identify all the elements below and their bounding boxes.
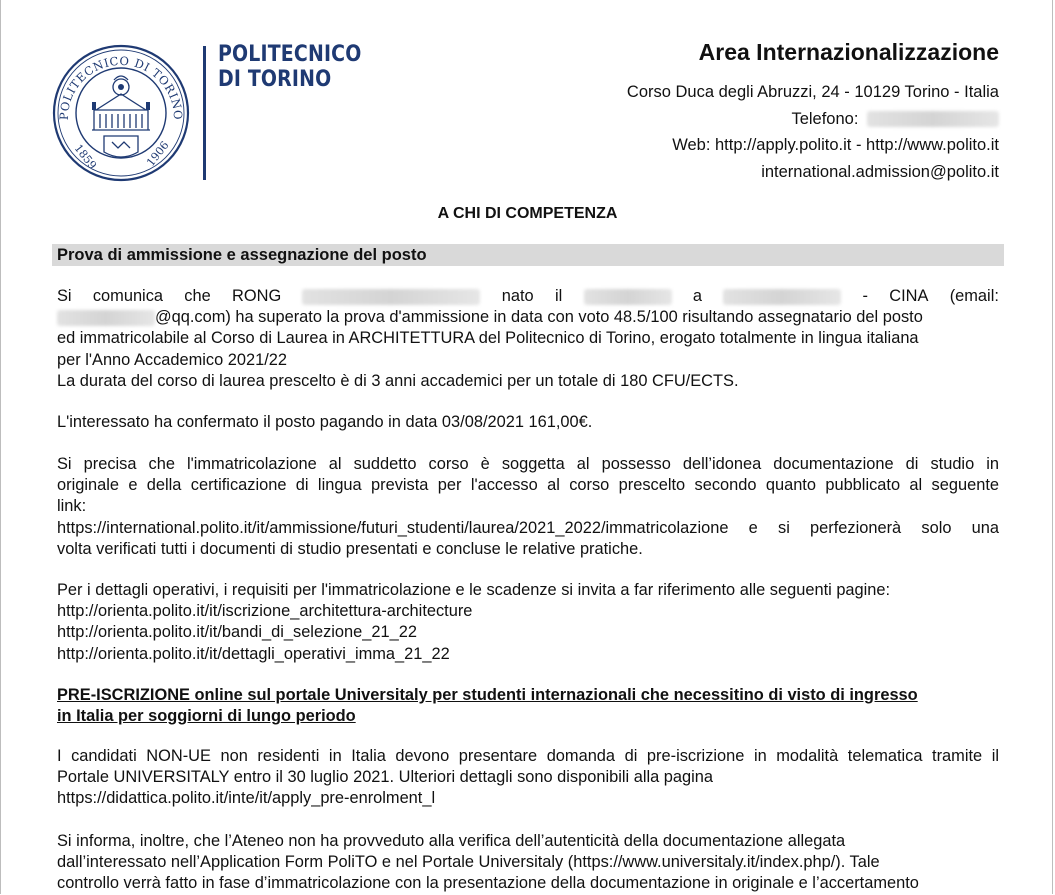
p1-line2: @qq.com) ha superato la prova d'ammissione in data con voto 48.5/100 risultando assegnatario del posto	[57, 307, 999, 328]
p5-line1: I candidati NON-UE non residenti in Italia devono presentare domanda di pre-iscrizione in modalità telematica tramite il	[57, 747, 999, 765]
p2-line1: L'interessato ha confermato il posto pagando in data 03/08/2021 161,00€.	[57, 413, 593, 431]
p5-line2: Portale UNIVERSITALY entro il 30 luglio 2021. Ulteriori dettagli sono disponibili alla pagina	[57, 768, 713, 787]
link-pre-enrolment[interactable]: https://didattica.polito.it/inte/it/apply_pre-enrolment_l	[57, 789, 436, 808]
svg-text:1859: 1859	[71, 141, 100, 172]
phone-label: Telefono:	[791, 109, 859, 128]
section-header-preenrolment	[57, 685, 999, 727]
redacted-phone	[867, 111, 999, 127]
office-address: Corso Duca degli Abruzzi, 24 - 10129 Torino - Italia	[626, 83, 999, 101]
link-bandi[interactable]: http://orienta.polito.it/it/bandi_di_selezione_21_22	[57, 623, 417, 642]
p6-line1: Si informa, inoltre, che l’Ateneo non ha provveduto alla verifica dell’autenticità della documentazione allegata	[57, 832, 846, 850]
paragraph-admission	[57, 286, 999, 392]
redacted-birthdate	[584, 289, 672, 305]
paragraph-preenrolment	[57, 746, 999, 810]
document-heading: A CHI DI COMPETENZA	[437, 205, 618, 222]
university-seal-logo	[52, 44, 190, 182]
office-email: international.admission@polito.it	[761, 162, 999, 181]
p1-line1: Si comunica che RONG nato il a - CINA (email:	[57, 287, 999, 305]
p3-line5: volta verificati tutti i documenti di studio presentati e concluse le relative pratiche.	[57, 539, 643, 558]
p3-line4: https://international.polito.it/it/ammissione/futuri_studenti/laurea/2021_2022/immatricolazione e si perfezionerà solo una	[57, 518, 999, 537]
university-wordmark	[218, 42, 361, 92]
paragraph-operational-links	[57, 580, 999, 665]
redacted-name	[302, 289, 480, 305]
p1-line4: per l'Anno Accademico 2021/22	[57, 350, 288, 369]
p3-line3: link:	[57, 497, 87, 516]
section2-title-line2: in Italia per soggiorni di lungo periodo	[57, 707, 356, 726]
paragraph-verification	[57, 831, 999, 895]
redacted-birthplace	[723, 289, 841, 305]
link-iscrizione[interactable]: http://orienta.polito.it/it/iscrizione_architettura-architecture	[57, 602, 473, 621]
p4-intro: Per i dettagli operativi, i requisiti per l'immatricolazione e le scadenze si invita a far riferimento alle seguenti pagine:	[57, 581, 891, 599]
p3-line2: originale e della certificazione di lingua prevista per l'accesso al corso prescelto secondo quanto pubblicato al seguente	[57, 476, 999, 495]
section2-title-line1: PRE-ISCRIZIONE online sul portale Universitaly per studenti internazionali che necessitino di visto di ingresso	[57, 686, 918, 704]
section-header-admission	[52, 244, 1004, 266]
office-contact-block	[627, 36, 999, 185]
svg-text:POLITECNICO DI TORINO: POLITECNICO DI TORINO	[56, 53, 186, 121]
brand-divider	[203, 46, 206, 180]
wordmark-line1: POLITECNICO	[218, 42, 362, 67]
paragraph-requirements	[57, 454, 999, 560]
office-title: Area Internazionalizzazione	[698, 39, 999, 65]
p1-line5: La durata del corso di laurea prescelto è di 3 anni accademici per un totale di 180 CFU/ECTS.	[57, 371, 739, 390]
section-title: Prova di ammissione e assegnazione del posto	[57, 246, 427, 264]
redacted-email	[57, 310, 155, 326]
p3-line1: Si precisa che l'immatricolazione al suddetto corso è soggetta al possesso dell’idonea documentazione di studio in	[57, 455, 999, 473]
office-web: Web: http://apply.polito.it - http://www.polito.it	[672, 136, 999, 154]
link-dettagli[interactable]: http://orienta.polito.it/it/dettagli_operativi_imma_21_22	[57, 644, 450, 663]
p1-line3: ed immatricolabile al Corso di Laurea in ARCHITETTURA del Politecnico di Torino, erogato totalmente in lingua italiana	[57, 329, 919, 348]
p6-line2: dall’interessato nell’Application Form PoliTO e nel Portale Universitaly (https://www.universitaly.it/index.php/). Tale	[57, 853, 880, 872]
paragraph-confirmation	[57, 412, 999, 433]
p6-line3: controllo verrà fatto in fase d’immatricolazione con la presentazione della documentazione in originale e l’accertamento	[57, 874, 919, 893]
svg-text:1906: 1906	[144, 138, 172, 169]
wordmark-line2: DI TORINO	[218, 67, 332, 92]
office-phone	[627, 106, 999, 133]
